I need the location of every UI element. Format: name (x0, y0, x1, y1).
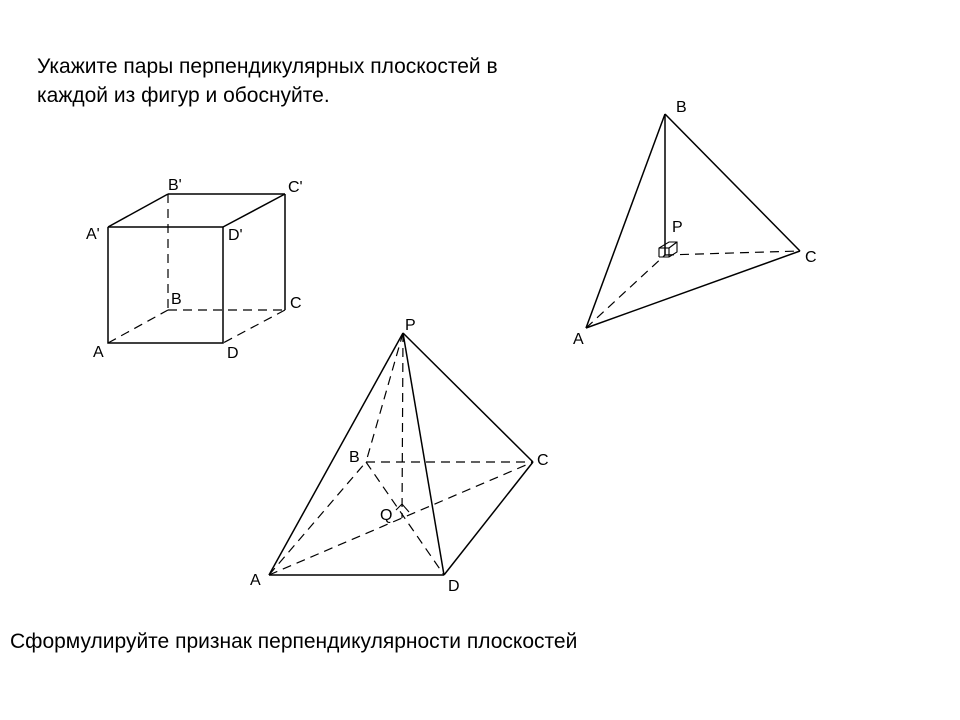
pyramid-label-a: A (250, 572, 261, 589)
tetra-hidden-edge-ap (586, 255, 665, 328)
pyramid-edge-pc (403, 333, 533, 462)
tetra-edge-bc (665, 114, 800, 251)
right-angle-marker-edge-2 (669, 242, 677, 248)
cube-figure (86, 177, 303, 362)
pyramid-label-b: B (349, 449, 360, 466)
tetra-label-p: P (672, 219, 683, 236)
pyramid-label-d: D (448, 578, 460, 595)
cube-edge-c1d1 (223, 194, 285, 227)
pyramid-hidden-diagonal-bd (366, 462, 444, 575)
tetrahedron-figure (573, 99, 817, 348)
pyramid-figure (250, 317, 549, 595)
cube-label-c: C (290, 295, 302, 312)
pyramid-hidden-diagonal-ac (269, 462, 533, 575)
cube-hidden-edge-ab (108, 310, 168, 343)
cube-label-b: B (171, 291, 182, 308)
pyramid-edge-pd (403, 333, 444, 575)
cube-edge-a1b1 (108, 194, 168, 227)
cube-hidden-edge-cd (223, 310, 285, 343)
pyramid-hidden-edge-ab (269, 462, 366, 575)
pyramid-hidden-height-pq (402, 333, 403, 518)
tetra-edge-ab (586, 114, 665, 328)
cube-front-face (108, 227, 223, 343)
pyramid-hidden-edge-pb (366, 333, 403, 462)
tetra-edge-ac (586, 251, 800, 328)
cube-label-d1: D' (228, 227, 243, 244)
tetra-hidden-edge-pc (665, 251, 800, 255)
pyramid-edge-pa (269, 333, 403, 575)
pyramid-right-angle-marker (396, 504, 409, 512)
task-line-1: Укажите пары перпендикулярных плоскостей в (37, 55, 498, 78)
cube-label-d: D (227, 345, 239, 362)
pyramid-label-q: Q (380, 507, 393, 524)
tetra-label-a: A (573, 331, 584, 348)
pyramid-edge-dc (444, 462, 533, 575)
cube-label-a: A (93, 344, 104, 361)
bottom-question: Сформулируйте признак перпендикулярности плоскостей (10, 630, 578, 653)
cube-label-c1: C' (288, 179, 303, 196)
cube-label-b1: B' (168, 177, 182, 194)
pyramid-label-c: C (537, 452, 549, 469)
cube-label-a1: A' (86, 226, 100, 243)
tetra-label-c: C (805, 249, 817, 266)
tetra-label-b: B (676, 99, 687, 116)
task-line-2: каждой из фигур и обоснуйте. (37, 84, 330, 107)
pyramid-label-p: P (405, 317, 416, 334)
